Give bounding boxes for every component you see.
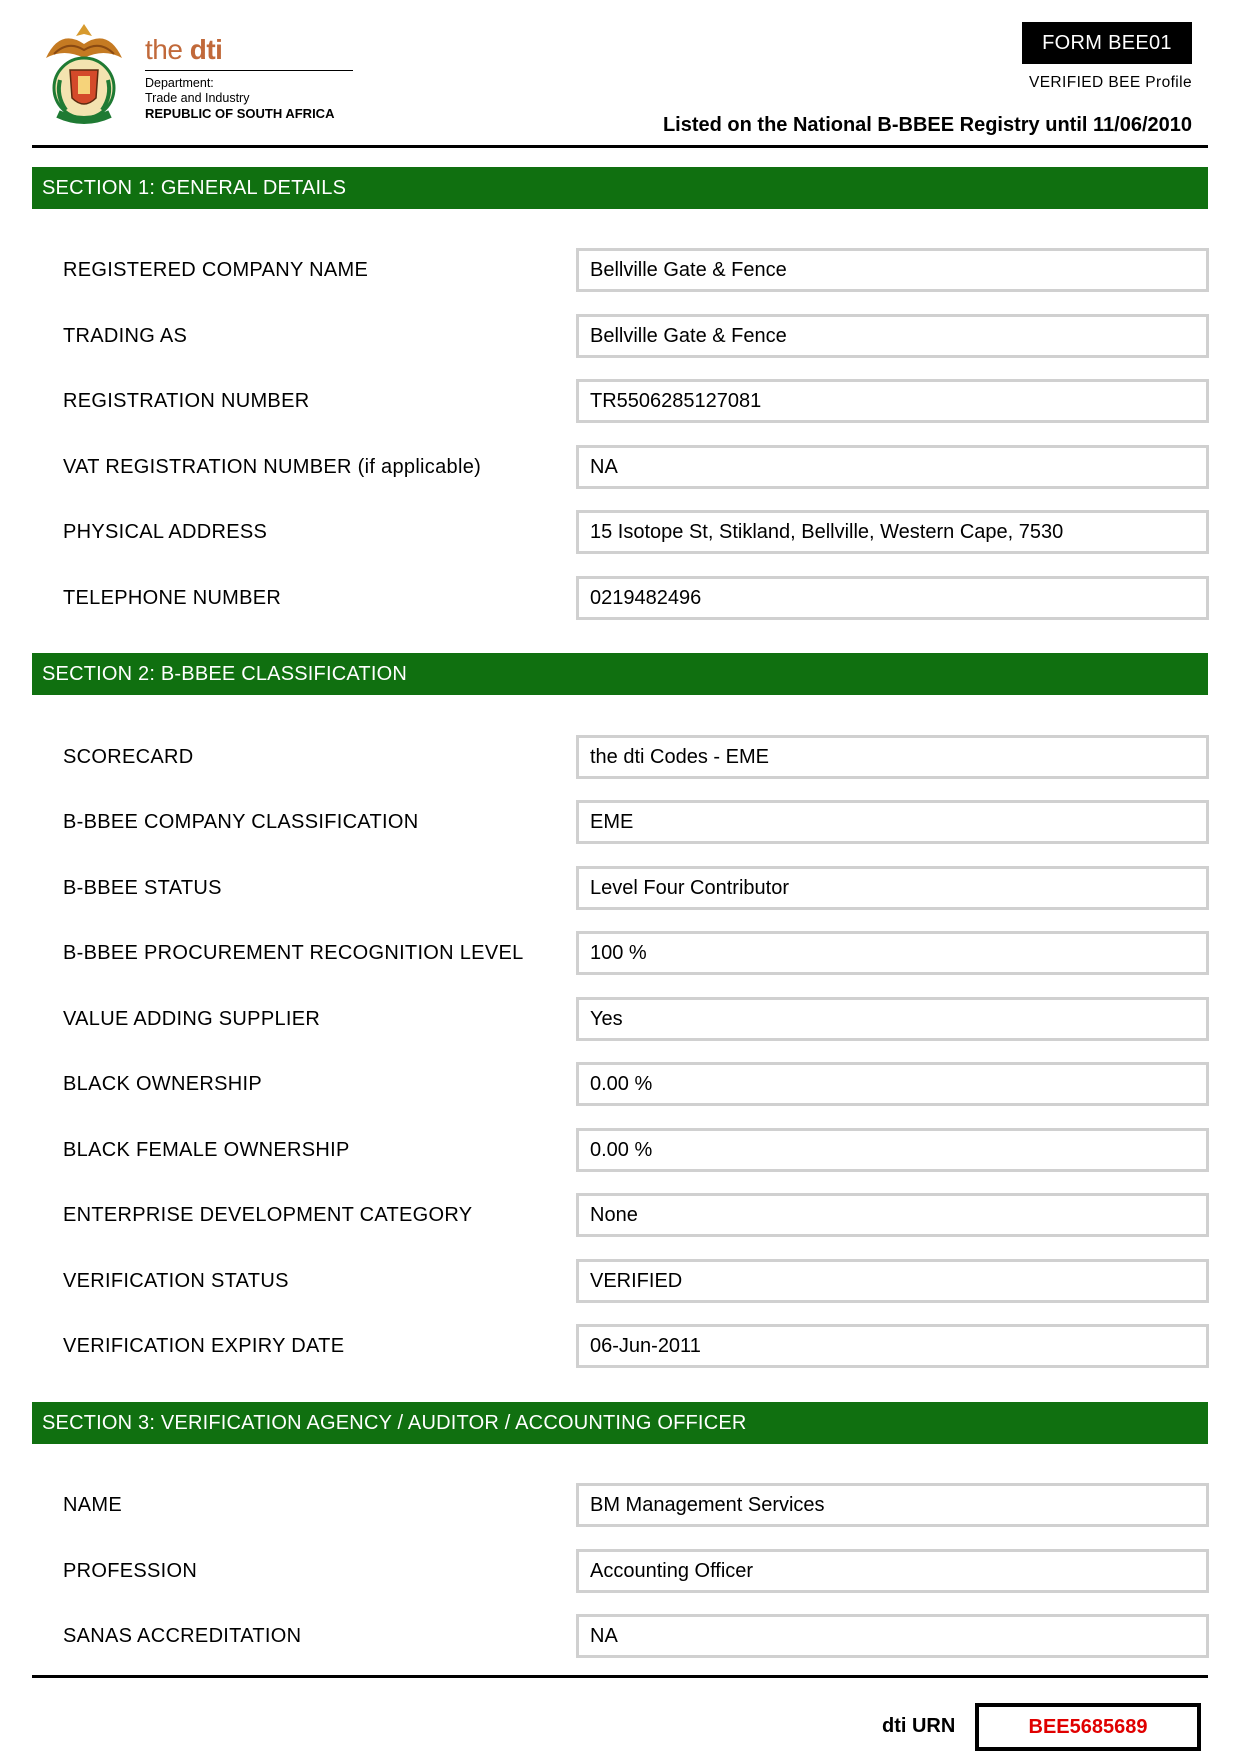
field-row-registration-number	[0, 379, 1240, 423]
field-value: 0.00 %	[576, 1062, 1209, 1106]
field-label: REGISTERED COMPANY NAME	[63, 258, 369, 281]
field-label: SCORECARD	[63, 745, 194, 768]
field-label: VAT REGISTRATION NUMBER (if applicable)	[63, 455, 482, 478]
field-row-company-classification	[0, 800, 1240, 844]
dept-line-1: Department:	[145, 76, 214, 90]
field-label: TRADING AS	[63, 324, 188, 347]
field-label: B-BBEE STATUS	[63, 876, 222, 899]
field-row-sanas-accreditation	[0, 1614, 1240, 1658]
field-row-trading-as	[0, 314, 1240, 358]
field-value: VERIFIED	[576, 1259, 1209, 1303]
field-label: TELEPHONE NUMBER	[63, 586, 282, 609]
field-row-profession	[0, 1549, 1240, 1593]
coat-of-arms-logo	[40, 18, 128, 130]
field-label: SANAS ACCREDITATION	[63, 1624, 302, 1647]
field-value: NA	[576, 445, 1209, 489]
field-value: 15 Isotope St, Stikland, Bellville, Western Cape, 7530	[576, 510, 1209, 554]
dti-brand	[145, 34, 222, 66]
field-row-value-adding-supplier	[0, 997, 1240, 1041]
field-value: 0.00 %	[576, 1128, 1209, 1172]
footer-divider	[32, 1675, 1208, 1678]
field-row-enterprise-development-category	[0, 1193, 1240, 1237]
field-label: PHYSICAL ADDRESS	[63, 520, 268, 543]
field-label: ENTERPRISE DEVELOPMENT CATEGORY	[63, 1203, 473, 1226]
field-value: 0219482496	[576, 576, 1209, 620]
field-row-physical-address	[0, 510, 1240, 554]
field-label: REGISTRATION NUMBER	[63, 389, 310, 412]
field-value: 100 %	[576, 931, 1209, 975]
field-row-verification-expiry-date	[0, 1324, 1240, 1368]
field-row-vat-registration-number	[0, 445, 1240, 489]
brand-divider	[145, 70, 353, 71]
field-value: 06-Jun-2011	[576, 1324, 1209, 1368]
section-3-header: SECTION 3: VERIFICATION AGENCY / AUDITOR / ACCOUNTING OFFICER	[32, 1402, 1208, 1444]
brand-dti: dti	[189, 34, 223, 65]
field-row-scorecard	[0, 735, 1240, 779]
field-value: EME	[576, 800, 1209, 844]
header-divider	[32, 145, 1208, 148]
registry-listing: Listed on the National B-BBEE Registry until 11/06/2010	[662, 114, 1192, 136]
field-value: BM Management Services	[576, 1483, 1209, 1527]
field-label: VERIFICATION EXPIRY DATE	[63, 1334, 345, 1357]
urn-value-box: BEE5685689	[975, 1703, 1201, 1751]
brand-the: the	[145, 34, 183, 65]
section-1-header: SECTION 1: GENERAL DETAILS	[32, 167, 1208, 209]
field-value: the dti Codes - EME	[576, 735, 1209, 779]
field-label: VALUE ADDING SUPPLIER	[63, 1007, 321, 1030]
field-row-agency-name	[0, 1483, 1240, 1527]
field-label: PROFESSION	[63, 1559, 198, 1582]
field-row-procurement-recognition-level	[0, 931, 1240, 975]
field-value: Yes	[576, 997, 1209, 1041]
form-code-badge: FORM BEE01	[1022, 22, 1192, 64]
field-value: Level Four Contributor	[576, 866, 1209, 910]
field-row-black-female-ownership	[0, 1128, 1240, 1172]
field-row-black-ownership	[0, 1062, 1240, 1106]
urn-label: dti URN	[882, 1715, 956, 1737]
field-value: Bellville Gate & Fence	[576, 248, 1209, 292]
field-row-verification-status	[0, 1259, 1240, 1303]
dept-line-2: Trade and Industry	[145, 91, 250, 105]
profile-type: VERIFIED BEE Profile	[1028, 74, 1192, 91]
field-value: TR5506285127081	[576, 379, 1209, 423]
field-label: BLACK OWNERSHIP	[63, 1072, 262, 1095]
field-value: NA	[576, 1614, 1209, 1658]
field-value: Bellville Gate & Fence	[576, 314, 1209, 358]
field-label: BLACK FEMALE OWNERSHIP	[63, 1138, 350, 1161]
department-block	[145, 76, 334, 121]
field-row-registered-company-name	[0, 248, 1240, 292]
section-2-header: SECTION 2: B-BBEE CLASSIFICATION	[32, 653, 1208, 695]
dept-line-3: REPUBLIC OF SOUTH AFRICA	[145, 106, 335, 121]
field-value: Accounting Officer	[576, 1549, 1209, 1593]
field-row-telephone-number	[0, 576, 1240, 620]
field-row-bbbee-status	[0, 866, 1240, 910]
field-label: NAME	[63, 1493, 122, 1516]
field-label: VERIFICATION STATUS	[63, 1269, 289, 1292]
field-label: B-BBEE PROCUREMENT RECOGNITION LEVEL	[63, 941, 524, 964]
field-label: B-BBEE COMPANY CLASSIFICATION	[63, 810, 419, 833]
field-value: None	[576, 1193, 1209, 1237]
